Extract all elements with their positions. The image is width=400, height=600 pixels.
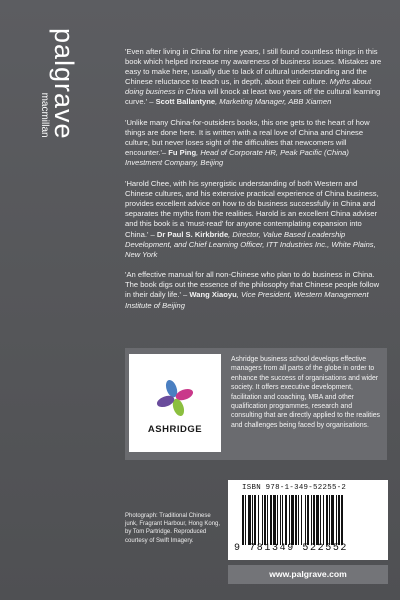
quote-author: Fu Ping [168, 148, 197, 158]
barcode-bar [291, 495, 294, 545]
barcode-bar [262, 495, 263, 545]
quote-text: 'Unlike many China-for-outsiders books, this one gets to the heart of how things are done here. It is written with a real love of China and Chinese culture, but never loses sight of the difficulties that newcomers will encounter.'– [125, 118, 370, 158]
barcode-bar [245, 495, 246, 545]
ashridge-logo [129, 354, 221, 452]
barcode-bar [282, 495, 283, 545]
barcode-bar [280, 495, 281, 545]
endorsement-quote [125, 118, 387, 168]
barcode-bar [264, 495, 266, 545]
endorsement-quote [125, 270, 387, 310]
barcode-bar [313, 495, 315, 545]
barcode-bar [311, 495, 312, 545]
barcode-bar [270, 495, 272, 545]
publisher-url-bar[interactable] [228, 565, 388, 584]
barcode [228, 480, 388, 560]
barcode-bar [295, 495, 297, 545]
barcode-bar [267, 495, 268, 545]
barcode-bar [258, 495, 259, 545]
barcode-bars [242, 495, 376, 545]
barcode-bar [336, 495, 337, 545]
barcode-bar [301, 495, 302, 545]
barcode-digits: 9 781349 522552 [234, 543, 349, 554]
barcode-bar [341, 495, 343, 545]
endorsement-quote [125, 47, 387, 108]
barcode-bar [323, 495, 324, 545]
barcode-bar [305, 495, 306, 545]
endorsements [125, 47, 387, 321]
ashridge-emblem-icon [153, 376, 197, 420]
endorsement-quote [125, 179, 387, 260]
barcode-bar [285, 495, 287, 545]
barcode-bar [331, 495, 334, 545]
barcode-bar [326, 495, 328, 545]
barcode-bar [338, 495, 340, 545]
quote-text: 'An effective manual for all non-Chinese who plan to do business in China. The book digs out the essence of the philosophy that Chinese people follow in their daily life.' – [125, 270, 380, 300]
barcode-bar [252, 495, 253, 545]
barcode-bar [273, 495, 276, 545]
quote-text: 'Harold Chee, with his synergistic understanding of both Western and Chinese cultures, and his extensive practical experience of China business, provides excellent advice on how to do business successfully in China and separates the myths from the realities. Harold is an excellent China adviser and this book is a 'must-read' for anyone contemplating expansion into China.' – [125, 179, 379, 239]
photo-credit: Photograph: Traditional Chinese junk, Fragrant Harbour, Hong Kong, by Tom Partridge. Reproduced courtesy of Swift Imagery. [125, 513, 221, 544]
quote-credentials: , Director, Value Based Leadership Development, and Chief Learning Officer, ITT Industries Inc., White Plains, New York [125, 229, 376, 259]
isbn-label: ISBN 978-1-349-52255-2 [242, 484, 347, 492]
barcode-bar [320, 495, 321, 545]
ashridge-panel [125, 348, 387, 460]
barcode-bar [277, 495, 278, 545]
barcode-bar [254, 495, 256, 545]
barcode-bar [329, 495, 330, 545]
quote-author: Scott Ballantyne [155, 97, 216, 107]
ashridge-description: Ashridge business school develops effective managers from all parts of the globe in order to enhance the success of organisations and wider society. It offers executive development, facilitation and coaching, MBA and other qualification programmes, research and consulting that are directly applied to the realities and challenges being faced by organisations. [231, 356, 381, 429]
barcode-bar [316, 495, 319, 545]
quote-author: Wang Xiaoyu [189, 290, 237, 300]
barcode-bar [298, 495, 299, 545]
quote-book-title: Myths about doing business in China [125, 77, 372, 97]
publisher-imprint: macmillan [39, 92, 50, 138]
publisher-name: palgrave [49, 28, 79, 140]
quote-credentials: , Marketing Manager, ABB Xiamen [215, 97, 332, 107]
barcode-bar [289, 495, 290, 545]
quote-text: 'Even after living in China for nine years, I still found countless things in this book which helped increase my awareness of business issues. Mistakes are easy to make here, usually due to lack of cultural understanding and the Chinese reluctance to teach us, in depth, about their culture. [125, 47, 382, 87]
publisher-logo [38, 28, 78, 140]
publisher-url[interactable]: www.palgrave.com [269, 569, 347, 579]
barcode-bar [242, 495, 244, 545]
ashridge-logo-text: ASHRIDGE [147, 424, 203, 435]
quote-text: will knock at least two years off the cultural learning curve.' – [125, 87, 381, 107]
quote-credentials: , Head of Corporate HR, Peak Pacific (China) Investment Company, Beijing [125, 148, 349, 168]
barcode-bar [307, 495, 309, 545]
quote-credentials: , Vice President, Western Management Institute of Beijing [125, 290, 369, 310]
quote-author: Dr Paul S. Kirkbride [156, 229, 229, 239]
barcode-bar [248, 495, 251, 545]
